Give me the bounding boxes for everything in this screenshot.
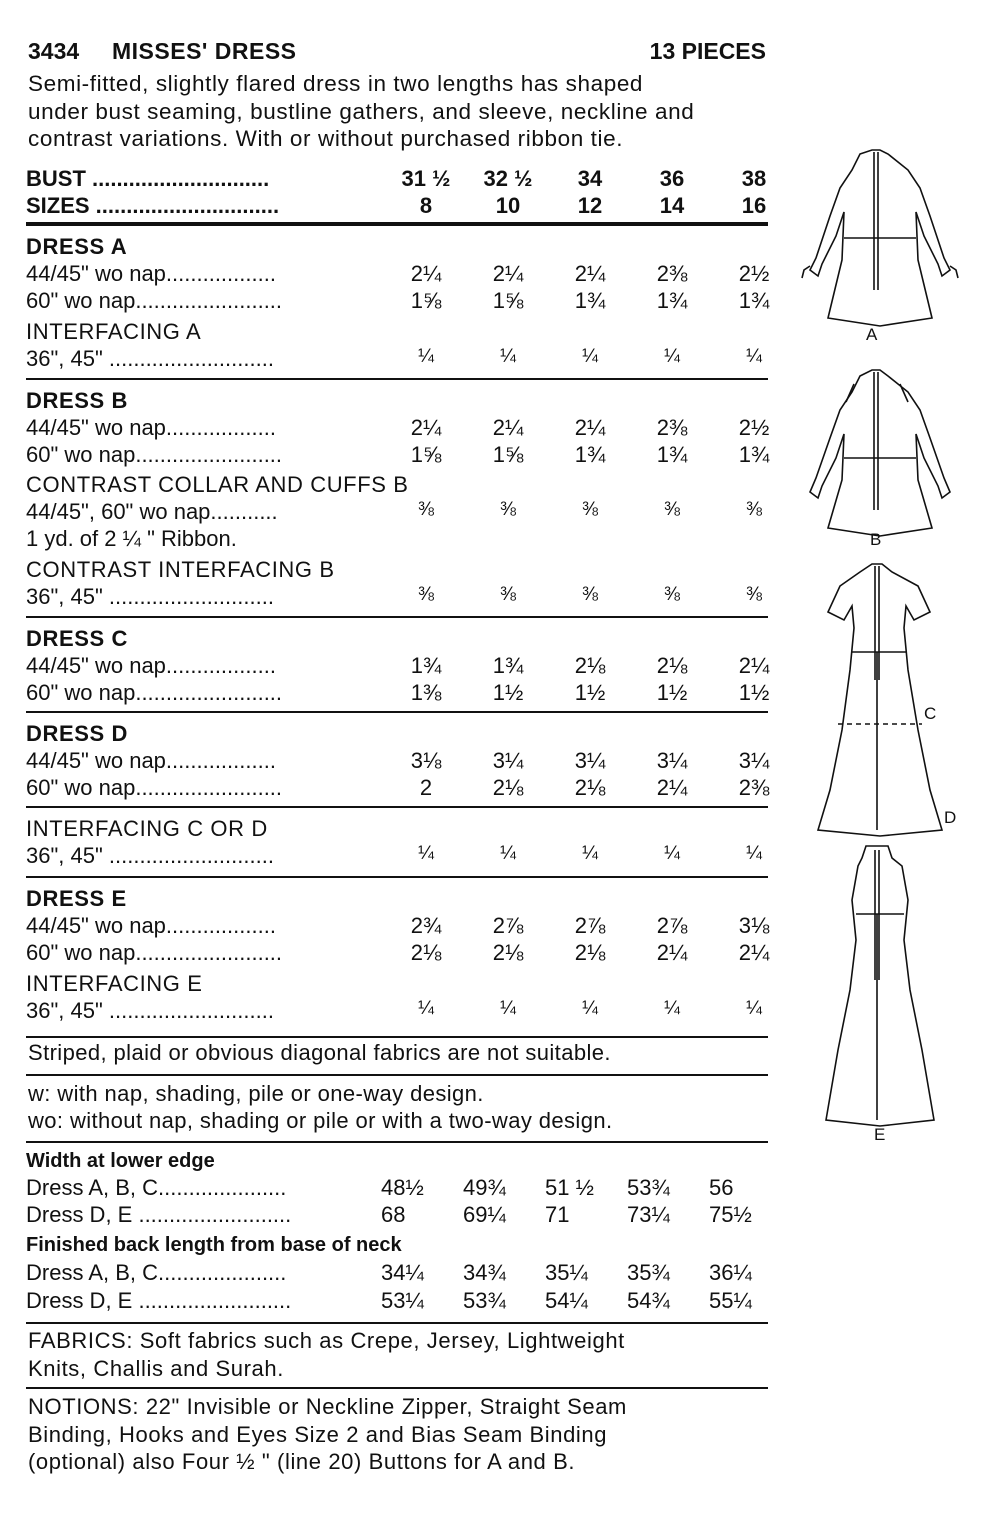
value-cell: 49¾ (463, 1175, 506, 1200)
value-cell: 53¼ (381, 1288, 424, 1313)
value-cell: ⅜ (418, 499, 434, 520)
value-cell: ⅜ (746, 584, 762, 605)
row-label: 60" wo nap........................ (26, 288, 283, 313)
divider (26, 711, 768, 713)
header (28, 38, 766, 72)
divider (26, 1141, 768, 1143)
value-cell: 53¾ (463, 1288, 506, 1313)
value-cell: 2¼ (656, 940, 688, 965)
value-cell: 3¼ (492, 748, 524, 773)
row-label: 36", 45" ........................... (26, 843, 274, 868)
section-contrast-interfacing-b (26, 557, 768, 584)
value-cell: 10 (495, 193, 521, 218)
row-label: 60" wo nap........................ (26, 442, 283, 467)
sketch-label-d: D (944, 808, 957, 827)
yardage-row (26, 913, 768, 940)
yardage-row (26, 499, 768, 526)
nap-note-w: w: with nap, shading, pile or one-way design. (28, 1081, 484, 1106)
divider (26, 1322, 768, 1324)
divider (26, 616, 768, 618)
value-cell: 1½ (574, 680, 606, 705)
heading-text: DRESS D (26, 721, 128, 746)
section-dress-d (26, 721, 768, 748)
row-label: 44/45" wo nap.................. (26, 913, 276, 938)
heading-text: INTERFACING A (26, 319, 202, 344)
value-cell: 1½ (492, 680, 524, 705)
yardage-row (26, 775, 768, 802)
nap-note-wo: wo: without nap, shading or pile or with a two-way design. (28, 1108, 613, 1133)
row-label: 60" wo nap........................ (26, 680, 283, 705)
value-cell: 2⅜ (656, 415, 688, 440)
value-cell: 75½ (709, 1202, 752, 1227)
value-cell: 1¾ (738, 442, 770, 467)
description (28, 70, 768, 153)
value-cell: 34¾ (463, 1260, 506, 1285)
dress-b-sketch (810, 370, 950, 536)
value-cell: 2 (419, 775, 433, 800)
value-cell: ¼ (500, 843, 516, 864)
bust-row (26, 166, 768, 193)
yardage-row (26, 680, 768, 707)
yardage-row (26, 998, 768, 1025)
dress-cd-sketch (818, 564, 942, 836)
yardage-row (26, 261, 768, 288)
value-cell: 2½ (738, 415, 770, 440)
heading-text: Width at lower edge (26, 1150, 215, 1172)
value-cell: 54¼ (545, 1288, 588, 1313)
value-cell: ¼ (582, 843, 598, 864)
measurement-row (26, 1202, 768, 1229)
fabrics-section (28, 1327, 768, 1382)
row-label: 44/45" wo nap.................. (26, 653, 276, 678)
row-label: Dress A, B, C..................... (26, 1175, 287, 1200)
value-cell: 2⅛ (492, 775, 524, 800)
dress-sketches (780, 140, 980, 1150)
divider (26, 1387, 768, 1389)
value-cell: 1¾ (410, 653, 442, 678)
value-cell: 51 ½ (545, 1175, 594, 1200)
yardage-row (26, 288, 768, 315)
length-heading (26, 1234, 768, 1261)
value-cell: ⅜ (582, 584, 598, 605)
dress-e-sketch (826, 846, 934, 1126)
unsuitable-note: Striped, plaid or obvious diagonal fabrics are not suitable. (28, 1040, 611, 1065)
description-line: Semi-fitted, slightly flared dress in two lengths has shaped (28, 71, 644, 96)
row-label: 36", 45" ........................... (26, 998, 274, 1023)
value-cell: 54¾ (627, 1288, 670, 1313)
yardage-row (26, 526, 768, 553)
value-cell: 1¾ (738, 288, 770, 313)
value-cell: 1⅝ (492, 442, 524, 467)
heading-text: DRESS A (26, 234, 128, 259)
value-cell: 69¼ (463, 1202, 506, 1227)
sizes-row (26, 193, 768, 220)
heading-text: DRESS C (26, 626, 128, 651)
value-cell: ⅜ (500, 499, 516, 520)
value-cell: 1⅝ (410, 288, 442, 313)
value-cell: ¼ (582, 346, 598, 367)
value-cell: 12 (577, 193, 603, 218)
value-cell: 68 (381, 1202, 406, 1227)
value-cell: 31 ½ (401, 166, 451, 191)
sketch-label-a: A (866, 325, 878, 344)
value-cell: 71 (545, 1202, 570, 1227)
row-label: 44/45" wo nap.................. (26, 748, 276, 773)
yardage-row (26, 940, 768, 967)
value-cell: 2½ (738, 261, 770, 286)
value-cell: 1¾ (656, 442, 688, 467)
heading-text: Finished back length from base of neck (26, 1234, 402, 1256)
yardage-row (26, 748, 768, 775)
value-cell: 2⅛ (574, 653, 606, 678)
section-contrast-collar-and-cuffs-b (26, 472, 768, 499)
value-cell: 2¼ (410, 415, 442, 440)
value-cell: 2¼ (574, 415, 606, 440)
notions-line: Binding, Hooks and Eyes Size 2 and Bias Seam Binding (28, 1421, 608, 1447)
pattern-title: MISSES' DRESS (112, 38, 297, 64)
row-label: 36", 45" ........................... (26, 584, 274, 609)
divider (26, 222, 768, 224)
value-cell: 2¼ (738, 940, 770, 965)
heading-text: CONTRAST INTERFACING B (26, 557, 335, 582)
value-cell: 3¼ (738, 748, 770, 773)
yardage-row (26, 843, 768, 870)
value-cell: 2⅛ (574, 775, 606, 800)
section-dress-e (26, 886, 768, 913)
value-cell: 56 (709, 1175, 734, 1200)
value-cell: 36 (659, 166, 685, 191)
value-cell: 1⅝ (410, 442, 442, 467)
value-cell: 2¼ (492, 261, 524, 286)
value-cell: 8 (419, 193, 433, 218)
sketch-label-c: C (924, 704, 937, 723)
row-label: 60" wo nap........................ (26, 775, 283, 800)
value-cell: ¼ (664, 346, 680, 367)
value-cell: 2⅛ (492, 940, 524, 965)
heading-text: INTERFACING C OR D (26, 816, 268, 841)
value-cell: ¼ (746, 843, 762, 864)
heading-text: INTERFACING E (26, 971, 203, 996)
value-cell: ¼ (664, 843, 680, 864)
measurement-row (26, 1175, 768, 1202)
value-cell: 36¼ (709, 1260, 752, 1285)
value-cell: ¼ (418, 346, 434, 367)
description-line: under bust seaming, bustline gathers, and sleeve, neckline and (28, 98, 695, 124)
value-cell: 16 (741, 193, 767, 218)
yardage-row (26, 415, 768, 442)
value-cell: ¼ (500, 346, 516, 367)
value-cell: 3¼ (656, 748, 688, 773)
value-cell: 2⅛ (656, 653, 688, 678)
value-cell: 3⅛ (410, 748, 442, 773)
yardage-row (26, 442, 768, 469)
divider (26, 378, 768, 380)
row-label: 44/45" wo nap.................. (26, 261, 276, 286)
notions-line: (optional) also Four ½ " (line 20) Buttons for A and B. (28, 1449, 576, 1474)
value-cell: 2⅜ (738, 775, 770, 800)
yardage-row (26, 653, 768, 680)
pieces-count: 13 PIECES (649, 38, 766, 64)
value-cell: 35¼ (545, 1260, 588, 1285)
divider (26, 876, 768, 878)
value-cell: 38 (741, 166, 767, 191)
heading-text: DRESS B (26, 388, 128, 413)
row-label: 1 yd. of 2 ¼ " Ribbon. (26, 526, 237, 551)
value-cell: 2⅜ (656, 261, 688, 286)
yardage-row (26, 584, 768, 611)
row-label: Dress A, B, C..................... (26, 1260, 287, 1285)
value-cell: 2⅛ (410, 940, 442, 965)
value-cell: 34 (577, 166, 603, 191)
row-label: 36", 45" ........................... (26, 346, 274, 371)
measurement-row (26, 1288, 768, 1315)
value-cell: ¼ (746, 998, 762, 1019)
value-cell: 1⅝ (492, 288, 524, 313)
row-label: SIZES .............................. (26, 193, 280, 218)
value-cell: ⅜ (664, 499, 680, 520)
value-cell: ⅜ (418, 584, 434, 605)
value-cell: ⅜ (746, 499, 762, 520)
fabrics-line: Knits, Challis and Surah. (28, 1355, 284, 1381)
value-cell: 35¾ (627, 1260, 670, 1285)
value-cell: 2¼ (656, 775, 688, 800)
sketch-label-e: E (874, 1125, 886, 1144)
value-cell: 1¾ (574, 288, 606, 313)
section-interfacing-a (26, 319, 768, 346)
value-cell: ⅜ (582, 499, 598, 520)
value-cell: 2⅞ (492, 913, 524, 938)
value-cell: 2¼ (492, 415, 524, 440)
dress-a-sketch (802, 150, 958, 326)
notions-line: NOTIONS: 22" Invisible or Neckline Zipper, Straight Seam (28, 1394, 627, 1419)
row-label: Dress D, E ......................... (26, 1202, 292, 1227)
section-interfacing-c-or-d (26, 816, 768, 843)
value-cell: 53¾ (627, 1175, 670, 1200)
row-label: 44/45", 60" wo nap........... (26, 499, 278, 524)
value-cell: ¼ (582, 998, 598, 1019)
value-cell: 48½ (381, 1175, 424, 1200)
value-cell: ⅜ (664, 584, 680, 605)
value-cell: 2⅞ (574, 913, 606, 938)
yardage-row (26, 346, 768, 373)
value-cell: ¼ (500, 998, 516, 1019)
row-label: 60" wo nap........................ (26, 940, 283, 965)
row-label: 44/45" wo nap.................. (26, 415, 276, 440)
section-dress-a (26, 234, 768, 261)
width-heading (26, 1150, 768, 1177)
value-cell: 3¼ (574, 748, 606, 773)
value-cell: 34¼ (381, 1260, 424, 1285)
value-cell: 2¾ (410, 913, 442, 938)
value-cell: 1¾ (656, 288, 688, 313)
value-cell: 2¼ (410, 261, 442, 286)
sketch-label-b: B (870, 530, 882, 549)
heading-text: CONTRAST COLLAR AND CUFFS B (26, 472, 409, 497)
value-cell: 1¾ (492, 653, 524, 678)
value-cell: 55¼ (709, 1288, 752, 1313)
value-cell: 1⅜ (410, 680, 442, 705)
value-cell: ⅜ (500, 584, 516, 605)
value-cell: 2¼ (738, 653, 770, 678)
value-cell: 1½ (656, 680, 688, 705)
value-cell: ¼ (418, 843, 434, 864)
section-dress-b (26, 388, 768, 415)
row-label: BUST ............................. (26, 166, 270, 191)
section-dress-c (26, 626, 768, 653)
divider (26, 1036, 768, 1038)
value-cell: ¼ (746, 346, 762, 367)
heading-text: DRESS E (26, 886, 127, 911)
value-cell: 32 ½ (483, 166, 533, 191)
value-cell: ¼ (664, 998, 680, 1019)
section-interfacing-e (26, 971, 768, 998)
value-cell: 1½ (738, 680, 770, 705)
value-cell: 2⅛ (574, 940, 606, 965)
value-cell: 3⅛ (738, 913, 770, 938)
value-cell: 73¼ (627, 1202, 670, 1227)
value-cell: 1¾ (574, 442, 606, 467)
divider (26, 806, 768, 808)
divider (26, 1074, 768, 1076)
description-line: contrast variations. With or without purchased ribbon tie. (28, 126, 624, 151)
divider (26, 224, 768, 226)
measurement-row (26, 1260, 768, 1287)
value-cell: ¼ (418, 998, 434, 1019)
value-cell: 14 (659, 193, 685, 218)
pattern-number: 3434 (28, 38, 80, 64)
fabrics-line: FABRICS: Soft fabrics such as Crepe, Jersey, Lightweight (28, 1328, 625, 1353)
value-cell: 2⅞ (656, 913, 688, 938)
value-cell: 2¼ (574, 261, 606, 286)
notions-section (28, 1393, 768, 1476)
row-label: Dress D, E ......................... (26, 1288, 292, 1313)
